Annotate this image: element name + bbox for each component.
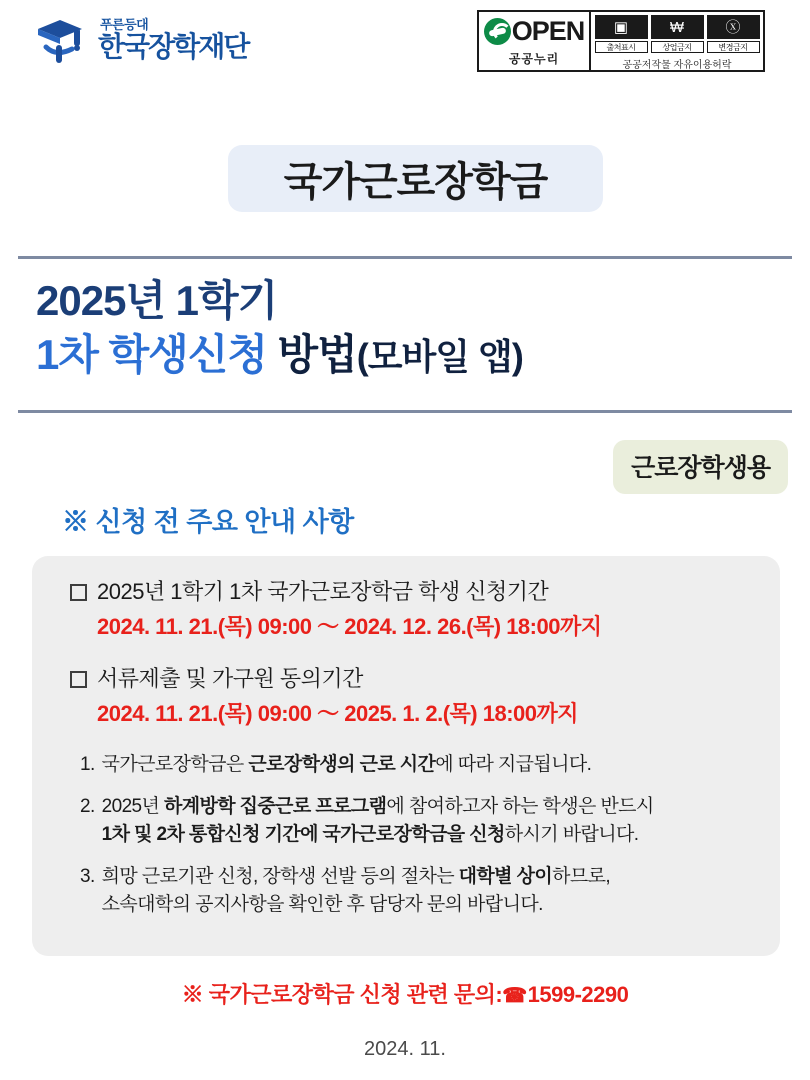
no-derivative-caption: 변경금지 <box>707 41 760 53</box>
list-text-part: 2025년 <box>101 796 164 817</box>
notice-item-application-period <box>70 576 601 642</box>
list-text-part: 소속대학의 공지사항을 확인한 후 담당자 문의 바랍니다. <box>101 894 543 915</box>
notice-numbered-list <box>80 751 750 933</box>
program-title-pill <box>228 145 603 212</box>
list-text-part: 에 따라 지급됩니다. <box>435 754 592 775</box>
audience-tag-label: 근로장학생용 <box>631 454 770 482</box>
open-badge-icon-row <box>595 15 760 53</box>
list-text-line2 <box>102 821 654 849</box>
checkbox-row-1 <box>70 576 601 608</box>
no-derivative-icon <box>707 15 760 53</box>
attribution-caption: 출처표시 <box>595 41 648 53</box>
headline-divider-bottom <box>18 410 792 413</box>
logo-text <box>98 18 248 61</box>
headline-divider-top <box>18 256 792 259</box>
list-item <box>80 863 750 919</box>
document-period-label: 서류제출 및 가구원 동의기간 <box>97 666 363 691</box>
open-badge-left <box>479 12 591 70</box>
open-badge-note: 공공저작물 자유이용허락 <box>622 60 732 71</box>
audience-tag <box>613 440 788 494</box>
list-text-part: 하시기 바랍니다. <box>504 824 639 845</box>
list-text <box>102 863 610 919</box>
no-commercial-caption: 상업금지 <box>651 41 704 53</box>
list-text <box>102 793 654 849</box>
no-derivative-glyph: ⓧ <box>707 15 760 39</box>
no-commercial-icon <box>651 15 704 53</box>
open-word-text: OPEN <box>511 15 585 46</box>
list-text-part: 하므로, <box>552 866 611 887</box>
list-text-part: 에 참여하고자 하는 학생은 반드시 <box>386 796 654 817</box>
headline-line2 <box>36 327 523 385</box>
contact-phone: 1599-2290 <box>527 982 629 1007</box>
list-item <box>80 751 750 779</box>
graduation-cap-logo <box>34 13 92 65</box>
open-license-badge <box>477 10 765 72</box>
attribution-glyph: ▣ <box>595 15 648 39</box>
list-text-line2 <box>102 891 610 919</box>
open-badge-subtitle: 공공누리 <box>508 52 560 66</box>
list-text-part: 희망 근로기관 신청, 장학생 선발 등의 절차는 <box>101 866 459 887</box>
open-wordmark <box>484 14 585 48</box>
headline-line2-dark: 방법 <box>266 331 357 378</box>
notice-item-document-period <box>70 663 578 729</box>
open-badge-right <box>591 12 763 70</box>
publication-date: 2024. 11. <box>364 1038 446 1060</box>
headline-block <box>36 275 523 385</box>
document-period-dates: 2024. 11. 21.(목) 09:00 ～ 2025. 1. 2.(목) 18:00까지 <box>97 701 579 726</box>
list-text-strong: 대학별 상이 <box>458 866 553 887</box>
list-item <box>80 793 750 849</box>
list-text-strong: 하계방학 집중근로 프로그램 <box>163 796 387 817</box>
logo-subtitle: 푸른등대 <box>100 16 149 32</box>
list-text-strong: 근로장학생의 근로 시간 <box>248 754 436 775</box>
list-index: 2. <box>80 796 95 817</box>
list-text-strong: 1차 및 2차 통합신청 기간에 국가근로장학금을 신청 <box>101 824 505 845</box>
page-header <box>0 0 810 92</box>
attribution-icon <box>595 15 648 53</box>
logo-title: 한국장학재단 <box>98 30 249 62</box>
program-title: 국가근로장학금 <box>283 160 548 204</box>
list-index: 3. <box>80 866 95 887</box>
notice-heading: ※ 신청 전 주요 안내 사항 <box>62 507 354 537</box>
application-period-dates: 2024. 11. 21.(목) 09:00 ～ 2024. 12. 26.(목) 18:00까지 <box>97 614 602 639</box>
headline-line1: 2025년 1학기 <box>36 277 278 324</box>
phone-icon: ☎ <box>502 985 527 1007</box>
open-o-icon <box>484 18 511 45</box>
checkbox-row-2 <box>70 663 578 695</box>
kosaf-logo <box>34 13 248 65</box>
contact-prefix: ※ 국가근로장학금 신청 관련 문의: <box>181 982 503 1007</box>
list-text <box>102 751 592 779</box>
no-commercial-glyph: ₩ <box>651 15 704 39</box>
headline-line2-blue: 1차 학생신청 <box>36 331 267 378</box>
contact-line <box>0 978 810 1009</box>
checkbox-icon <box>70 584 87 601</box>
list-index: 1. <box>80 754 95 775</box>
list-text-part: 국가근로장학금은 <box>101 754 249 775</box>
notice-box <box>32 556 780 956</box>
checkbox-icon <box>70 671 87 688</box>
application-period-label: 2025년 1학기 1차 국가근로장학금 학생 신청기간 <box>97 579 549 604</box>
headline-line2-paren: (모바일 앱) <box>356 336 523 377</box>
